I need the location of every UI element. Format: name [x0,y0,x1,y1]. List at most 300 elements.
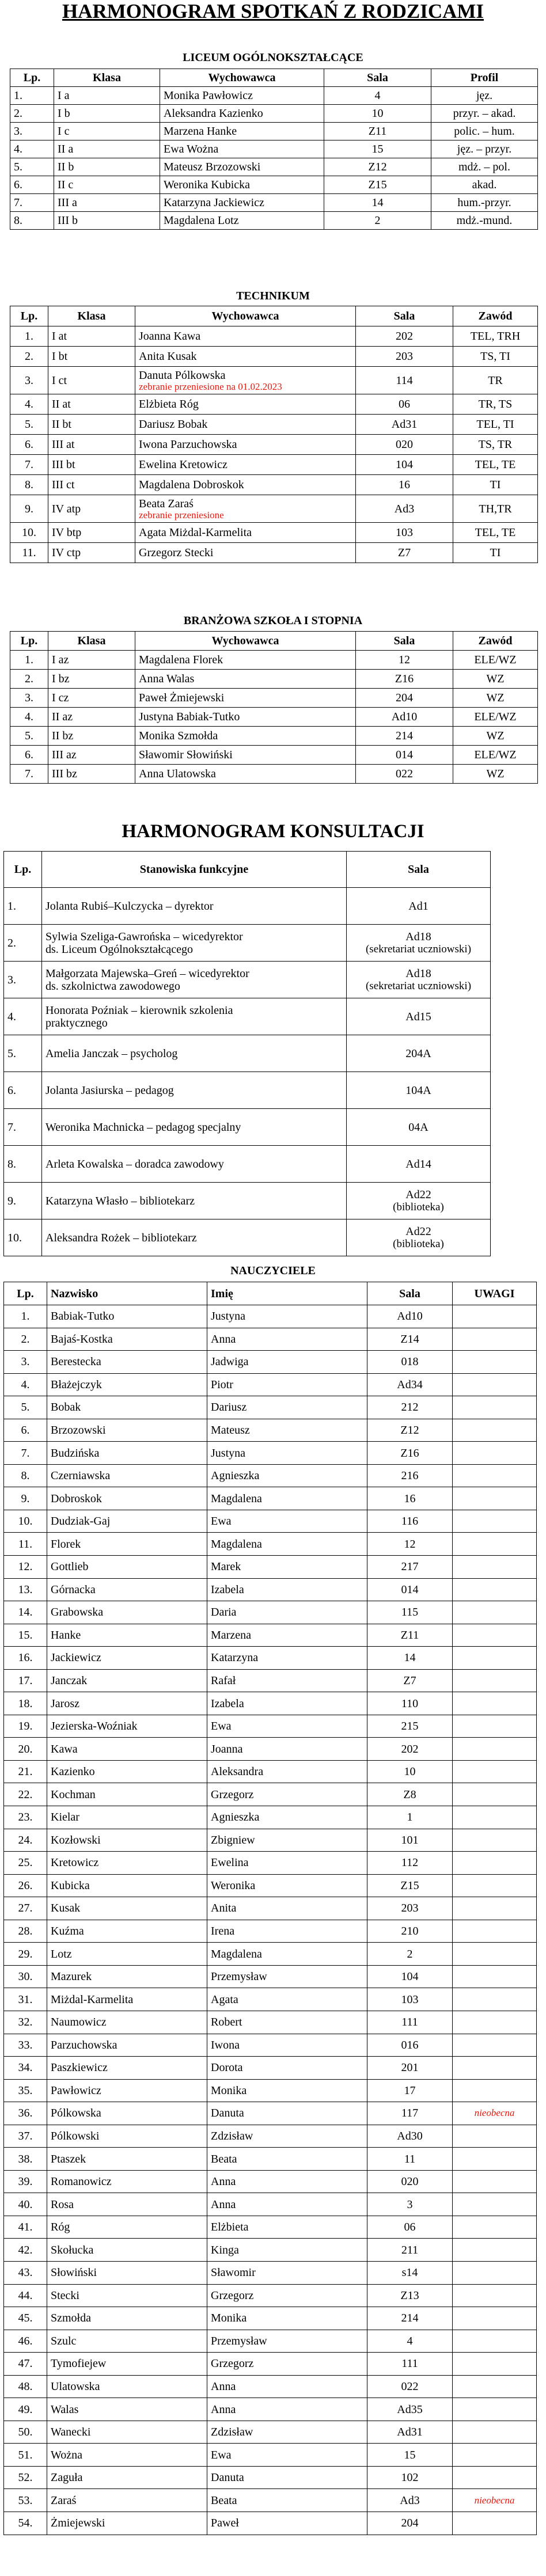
cell-nazwisko: Pólkowska [47,2102,207,2125]
table-row [4,2261,537,2284]
table-row [4,2148,537,2171]
col-header-wychowawca: Wychowawca [160,69,324,87]
cell-klasa: I cz [48,689,135,708]
wychowawca-name: Grzegorz Stecki [139,546,214,559]
col-header-sala: Sala [367,1282,453,1305]
cell-uwagi [453,2193,537,2216]
cell-imie: Marek [207,1556,367,1579]
cell-stanowisko [42,1072,347,1109]
cell-wychowawca: Katarzyna Jackiewicz [160,194,324,212]
cell-sala: Ad30 [367,2125,453,2148]
table-row [4,962,491,998]
cell-imie: Dariusz [207,1396,367,1419]
page-title: HARMONOGRAM SPOTKAŃ Z RODZICAMI [62,0,484,22]
table-row [4,2193,537,2216]
cell-lp: 3. [4,1351,47,1374]
cell-sala: 12 [367,1533,453,1556]
cell-zawod: TS, TI [453,347,538,367]
cell-nazwisko: Kuźma [47,1920,207,1943]
table-row [4,1373,537,1396]
col-header-zawod: Zawód [453,306,538,326]
table-row [4,2330,537,2353]
wychowawca-name: Iwona Parzuchowska [139,438,237,451]
cell-imie: Sławomir [207,2261,367,2284]
cell-klasa: III b [54,212,160,230]
cell-sala: 06 [367,2216,453,2239]
cell-profil: mdż. – pol. [431,158,538,176]
cell-imie: Ewa [207,2444,367,2467]
cell-lp: 20. [4,1738,47,1761]
cell-uwagi [453,2512,537,2535]
table-row [4,1920,537,1943]
cell-zawod: ELE/WZ [453,651,538,670]
cell-zawod: TI [453,543,538,563]
cell-nazwisko: Pawłowicz [47,2079,207,2102]
table-row [4,2216,537,2239]
cell-imie: Monika [207,2079,367,2102]
cell-imie: Joanna [207,1738,367,1761]
table-row [10,727,538,746]
cell-sala: Ad31 [356,415,453,435]
table-row [4,1852,537,1875]
wychowawca-name: Magdalena Dobroskok [139,478,244,491]
table-row [4,2489,537,2512]
cell-lp: 4. [10,708,48,727]
cell-lp: 5. [4,1035,42,1072]
cell-lp: 17. [4,1669,47,1692]
cell-klasa: III bz [48,765,135,784]
cell-nazwisko: Brzozowski [47,1419,207,1442]
cell-sala: 018 [367,1351,453,1374]
cell-lp: 11. [10,543,48,563]
cell-imie: Beata [207,2489,367,2512]
cell-klasa: II bt [48,415,135,435]
cell-sala: 116 [367,1510,453,1533]
cell-lp: 8. [4,1146,42,1183]
cell-imie: Magdalena [207,1533,367,1556]
konsultacje-title: HARMONOGRAM KONSULTACJI [122,821,424,842]
cell-sala: Z11 [324,123,431,140]
sala-number: Ad1 [408,899,429,913]
cell-uwagi [453,1738,537,1761]
cell-imie: Rafał [207,1669,367,1692]
cell-imie: Magdalena [207,1943,367,1966]
cell-lp: 36. [4,2102,47,2125]
cell-lp: 51. [4,2444,47,2467]
col-header-sala: Sala [356,632,453,651]
col-header-wychowawca: Wychowawca [135,632,356,651]
cell-lp: 11. [4,1533,47,1556]
cell-wychowawca: Paweł Żmiejewski [135,689,356,708]
wychowawca-name: Ewelina Kretowicz [139,458,227,471]
table-row [10,523,538,543]
cell-wychowawca: Aleksandra Kazienko [160,105,324,123]
cell-sala: 014 [356,746,453,765]
cell-wychowawca: Ewa Wożna [160,140,324,158]
cell-sala: 111 [367,2011,453,2034]
cell-zawod: TI [453,475,538,495]
cell-profil: akad. [431,176,538,194]
table-row [10,326,538,347]
cell-klasa: III ct [48,475,135,495]
cell-klasa: IV atp [48,495,135,523]
cell-lp: 1. [4,888,42,925]
cell-nazwisko: Kielar [47,1806,207,1829]
cell-lp: 9. [4,1183,42,1219]
cell-lp: 40. [4,2193,47,2216]
cell-lp: 7. [10,765,48,784]
cell-imie: Paweł [207,2512,367,2535]
cell-nazwisko: Zaraś [47,2489,207,2512]
sala-number: Ad22 [405,1188,431,1201]
cell-uwagi [453,1715,537,1738]
cell-uwagi [453,1874,537,1897]
cell-uwagi [453,1965,537,1988]
cell-imie: Marzena [207,1624,367,1647]
liceum-title: LICEUM OGÓLNOKSZTAŁCĄCE [183,51,363,64]
table-row [4,1396,537,1419]
cell-wychowawca [135,367,356,394]
cell-sala [347,925,491,962]
cell-sala: 101 [367,1829,453,1852]
cell-lp: 2. [4,925,42,962]
cell-sala: 204 [367,2512,453,2535]
cell-lp: 15. [4,1624,47,1647]
table-row [10,415,538,435]
table-header-row [4,852,491,888]
cell-zawod: TEL, TI [453,415,538,435]
table-row [4,1601,537,1624]
cell-lp: 45. [4,2307,47,2330]
cell-sala [347,888,491,925]
cell-lp: 43. [4,2261,47,2284]
sala-location: (biblioteka) [393,1201,444,1213]
cell-nazwisko: Dudziak-Gaj [47,1510,207,1533]
cell-sala: 4 [367,2330,453,2353]
cell-sala: 216 [367,1464,453,1487]
col-header-lp: Lp. [10,69,54,87]
cell-imie: Agnieszka [207,1464,367,1487]
cell-zawod: ELE/WZ [453,708,538,727]
cell-imie: Grzegorz [207,2353,367,2376]
cell-lp: 7. [4,1442,47,1465]
table-row [4,2079,537,2102]
cell-uwagi [453,1442,537,1465]
cell-lp: 7. [10,455,48,475]
cell-imie: Agata [207,1988,367,2011]
cell-stanowisko [42,888,347,925]
cell-uwagi [453,2330,537,2353]
cell-stanowisko [42,1146,347,1183]
cell-sala: 4 [324,87,431,105]
cell-sala: 17 [367,2079,453,2102]
cell-sala: 203 [367,1897,453,1920]
cell-sala [347,962,491,998]
cell-uwagi [453,1556,537,1579]
stanowisko-line: Honorata Poźniak – kierownik szkolenia [46,1004,233,1017]
cell-sala: Ad34 [367,1373,453,1396]
table-row [4,1692,537,1715]
cell-lp: 5. [10,415,48,435]
cell-lp: 2. [4,1328,47,1351]
cell-klasa: IV btp [48,523,135,543]
cell-nazwisko: Budzińska [47,1442,207,1465]
cell-sala: 020 [367,2170,453,2193]
konsultacje-table [3,851,491,1256]
table-row [10,194,538,212]
cell-sala: 215 [367,1715,453,1738]
stanowisko-line: ds. szkolnictwa zawodowego [46,979,180,993]
cell-nazwisko: Rosa [47,2193,207,2216]
table-row [4,1219,491,1256]
table-row [10,435,538,455]
cell-uwagi [453,1624,537,1647]
cell-sala: 203 [356,347,453,367]
cell-nazwisko: Babiak-Tutko [47,1305,207,1328]
table-row [10,87,538,105]
cell-uwagi [453,1806,537,1829]
table-row [4,2421,537,2444]
cell-uwagi [453,1897,537,1920]
cell-sala [347,1072,491,1109]
cell-imie: Danuta [207,2466,367,2489]
cell-lp: 13. [4,1578,47,1601]
cell-lp: 9. [10,495,48,523]
cell-nazwisko: Szmołda [47,2307,207,2330]
col-header-stanowiska: Stanowiska funkcyjne [42,852,347,888]
table-row [4,888,491,925]
cell-imie: Piotr [207,1373,367,1396]
cell-zawod: TEL, TE [453,523,538,543]
cell-klasa: I at [48,326,135,347]
cell-wychowawca: Marzena Hanke [160,123,324,140]
cell-sala: s14 [367,2261,453,2284]
cell-wychowawca [135,523,356,543]
cell-nazwisko: Górnacka [47,1578,207,1601]
reschedule-note: zebranie przeniesione na 01.02.2023 [139,381,282,392]
cell-stanowisko [42,962,347,998]
cell-lp: 41. [4,2216,47,2239]
table-row [10,105,538,123]
table-row [10,708,538,727]
col-header-klasa: Klasa [54,69,160,87]
cell-uwagi: nieobecna [453,2489,537,2512]
technikum-title: TECHNIKUM [236,290,310,302]
table-header-row [10,632,538,651]
wychowawca-name: Elżbieta Róg [139,398,199,411]
sala-number: 104A [405,1084,431,1097]
cell-uwagi: nieobecna [453,2102,537,2125]
cell-uwagi [453,2057,537,2080]
cell-sala: 217 [367,1556,453,1579]
cell-wychowawca: Monika Pawłowicz [160,87,324,105]
cell-imie: Anna [207,1328,367,1351]
cell-sala: 204 [356,689,453,708]
cell-wychowawca [135,394,356,415]
cell-sala: Z12 [324,158,431,176]
cell-lp: 4. [4,1373,47,1396]
cell-imie: Danuta [207,2102,367,2125]
table-row [4,1806,537,1829]
cell-imie: Anna [207,2193,367,2216]
table-row [10,475,538,495]
cell-sala: Z13 [367,2284,453,2307]
cell-sala: 16 [367,1487,453,1510]
cell-imie: Daria [207,1601,367,1624]
sala-number: 04A [408,1120,429,1134]
cell-zawod: TR [453,367,538,394]
cell-wychowawca [135,415,356,435]
col-header-uwagi: UWAGI [453,1282,537,1305]
cell-imie: Justyna [207,1305,367,1328]
cell-lp: 8. [4,1464,47,1487]
sala-number: Ad22 [405,1225,431,1238]
table-row [4,2239,537,2262]
cell-lp: 1. [4,1305,47,1328]
cell-imie: Grzegorz [207,1783,367,1806]
cell-sala: 2 [324,212,431,230]
table-row [4,2466,537,2489]
cell-lp: 25. [4,1852,47,1875]
cell-imie: Anita [207,1897,367,1920]
cell-uwagi [453,2079,537,2102]
cell-nazwisko: Mazurek [47,1965,207,1988]
cell-wychowawca: Anna Ulatowska [135,765,356,784]
stanowisko-line: Katarzyna Własło – bibliotekarz [46,1194,195,1207]
cell-uwagi [453,1988,537,2011]
table-row [4,1305,537,1328]
col-header-lp: Lp. [10,632,48,651]
cell-imie: Przemysław [207,2330,367,2353]
cell-sala: Ad35 [367,2398,453,2421]
table-header-row [10,69,538,87]
cell-sala: 104 [356,455,453,475]
cell-lp: 10. [4,1219,42,1256]
wychowawca-name: Beata Zaraś [139,497,194,510]
cell-sala: 06 [356,394,453,415]
cell-lp: 42. [4,2239,47,2262]
cell-wychowawca [135,326,356,347]
cell-lp: 10. [4,1510,47,1533]
table-row [4,1578,537,1601]
cell-lp: 16. [4,1647,47,1670]
cell-uwagi [453,1510,537,1533]
cell-lp: 44. [4,2284,47,2307]
table-header-row [10,306,538,326]
table-row [10,176,538,194]
cell-nazwisko: Miżdal-Karmelita [47,1988,207,2011]
cell-imie: Iwona [207,2034,367,2057]
cell-lp: 6. [4,1419,47,1442]
table-row [10,651,538,670]
cell-nazwisko: Kazienko [47,1760,207,1783]
cell-lp: 7. [4,1109,42,1146]
table-row [4,2444,537,2467]
cell-lp: 8. [10,212,54,230]
cell-klasa: II bz [48,727,135,746]
cell-uwagi [453,2148,537,2171]
cell-profil: jęz. [431,87,538,105]
table-row [10,367,538,394]
col-header-profil: Profil [431,69,538,87]
cell-zawod: TEL, TRH [453,326,538,347]
cell-sala [347,1219,491,1256]
table-row [4,2011,537,2034]
cell-sala: Z14 [367,1328,453,1351]
cell-nazwisko: Błażejczyk [47,1373,207,1396]
cell-klasa: II at [48,394,135,415]
col-header-sala: Sala [347,852,491,888]
cell-zawod: TR, TS [453,394,538,415]
table-row [4,1897,537,1920]
cell-uwagi [453,2239,537,2262]
cell-imie: Aleksandra [207,1760,367,1783]
cell-uwagi [453,2353,537,2376]
cell-imie: Justyna [207,1442,367,1465]
cell-lp: 14. [4,1601,47,1624]
table-row [4,1035,491,1072]
sala-location: (sekretariat uczniowski) [365,943,472,955]
stanowisko-line: Aleksandra Rożek – bibliotekarz [46,1231,197,1244]
table-row [4,2398,537,2421]
cell-imie: Grzegorz [207,2284,367,2307]
cell-uwagi [453,2466,537,2489]
cell-sala: 211 [367,2239,453,2262]
cell-uwagi [453,1692,537,1715]
table-row [4,1487,537,1510]
cell-sala: 117 [367,2102,453,2125]
cell-nazwisko: Pólkowski [47,2125,207,2148]
cell-imie: Zdzisław [207,2421,367,2444]
table-row [4,2102,537,2125]
cell-lp: 37. [4,2125,47,2148]
table-row [4,1533,537,1556]
cell-nazwisko: Kochman [47,1783,207,1806]
cell-wychowawca [135,347,356,367]
cell-klasa: III a [54,194,160,212]
cell-uwagi [453,2216,537,2239]
cell-imie: Przemysław [207,1965,367,1988]
table-row [4,1328,537,1351]
table-row [10,394,538,415]
col-header-lp: Lp. [4,1282,47,1305]
cell-nazwisko: Jarosz [47,1692,207,1715]
table-row [4,2057,537,2080]
col-header-sala: Sala [324,69,431,87]
table-row [10,765,538,784]
cell-uwagi [453,1328,537,1351]
cell-nazwisko: Ptaszek [47,2148,207,2171]
cell-uwagi [453,1852,537,1875]
cell-lp: 23. [4,1806,47,1829]
cell-lp: 28. [4,1920,47,1943]
cell-nazwisko: Naumowicz [47,2011,207,2034]
cell-lp: 3. [10,123,54,140]
cell-imie: Robert [207,2011,367,2034]
sala-number: 204A [405,1047,431,1060]
cell-wychowawca: Anna Walas [135,670,356,689]
cell-klasa: II a [54,140,160,158]
cell-uwagi [453,1783,537,1806]
cell-sala: Z15 [367,1874,453,1897]
table-row [10,689,538,708]
cell-nazwisko: Wanecki [47,2421,207,2444]
cell-zawod: TH,TR [453,495,538,523]
cell-zawod: TEL, TE [453,455,538,475]
table-row [4,1146,491,1183]
wychowawca-name: Danuta Pólkowska [139,368,226,382]
nauczyciele-table [3,1282,537,2535]
